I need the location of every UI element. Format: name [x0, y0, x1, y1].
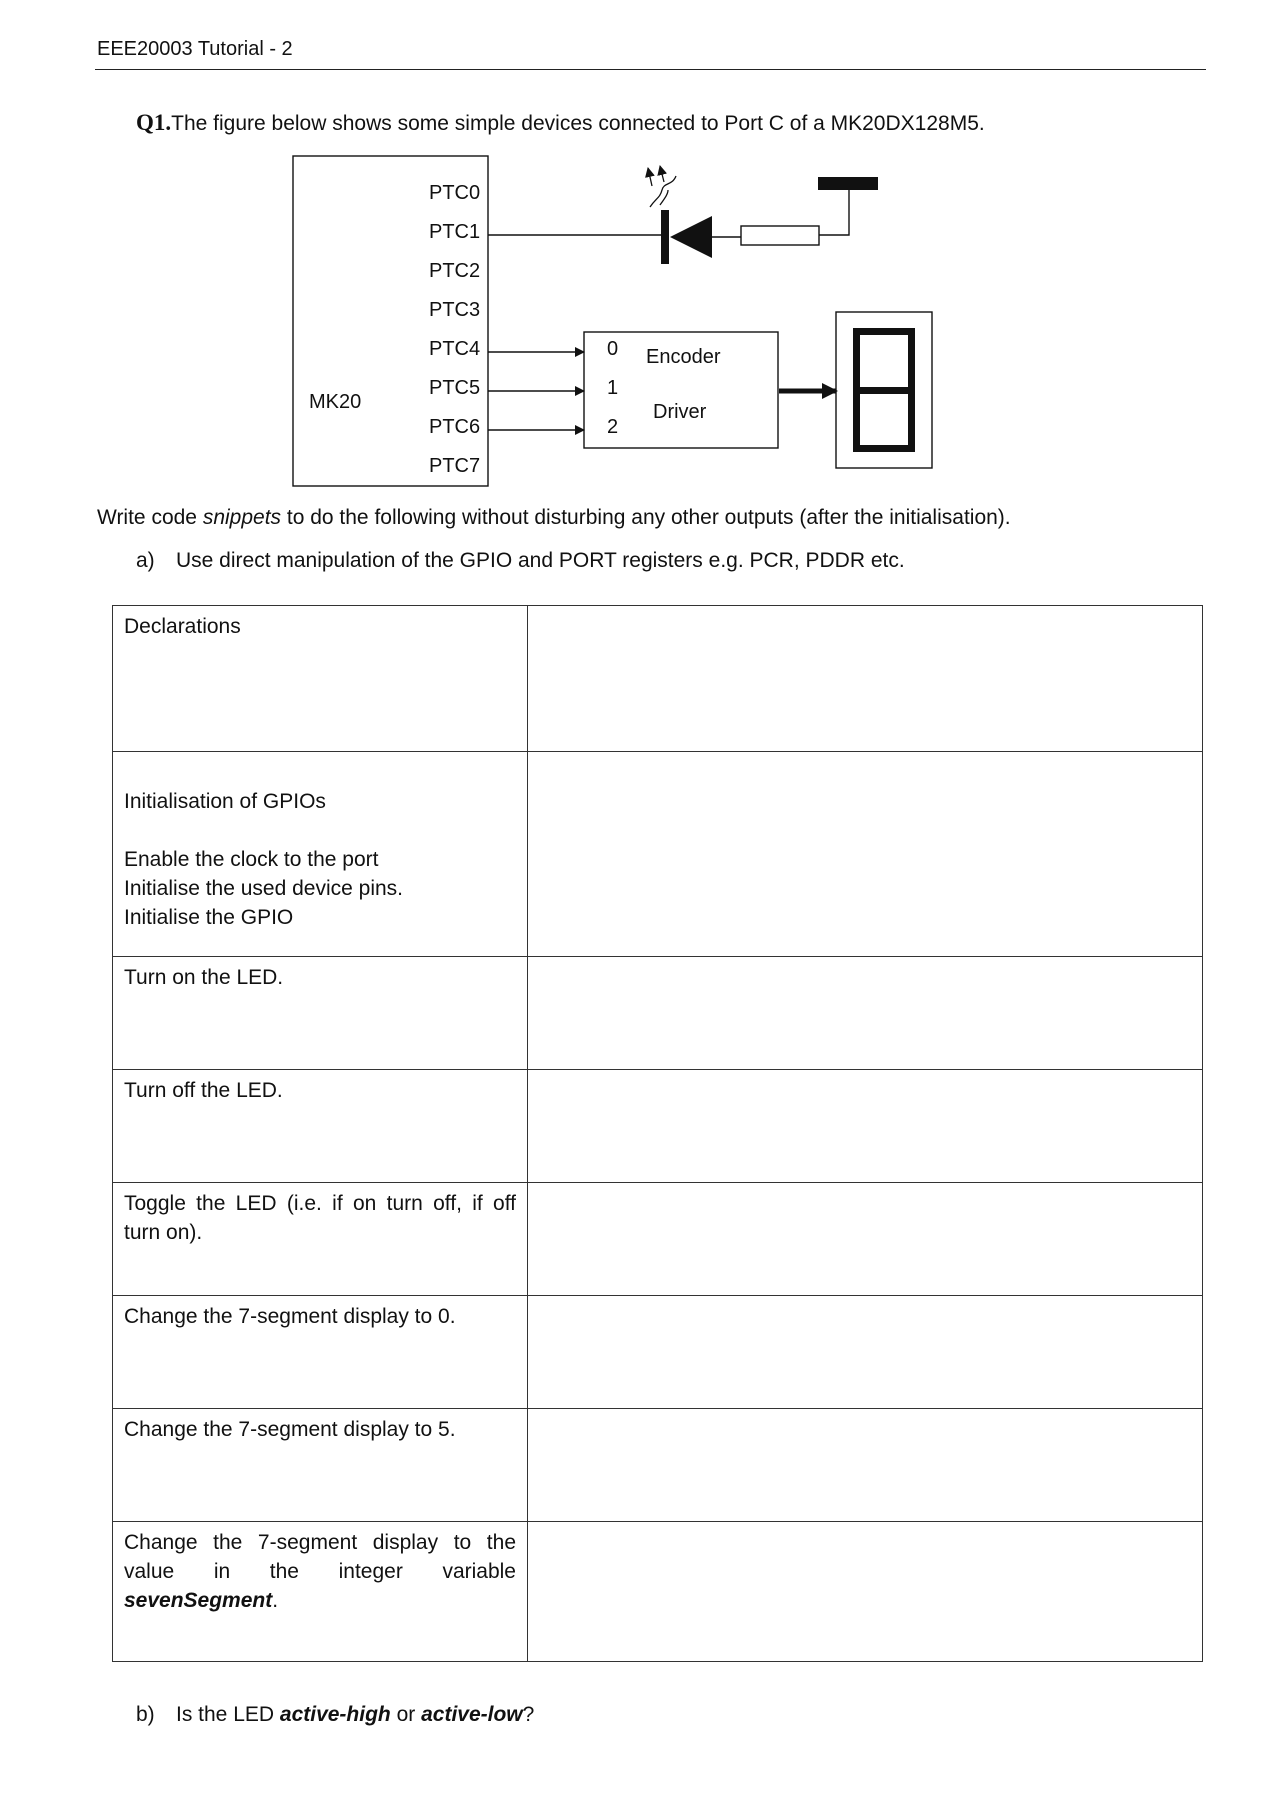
driver-label: Driver: [653, 401, 707, 423]
part-a: [136, 549, 905, 573]
question-text: The figure below shows some simple devices connected to Port C of a MK20DX128M5.: [171, 112, 985, 135]
table-row-led-off: [113, 1070, 1203, 1183]
seg-five-label-cell: [113, 1409, 528, 1522]
seg-five-answer-cell[interactable]: [528, 1409, 1203, 1522]
resistor-icon: [741, 226, 819, 245]
seg-var-period: .: [272, 1589, 279, 1612]
pin-label-ptc7: PTC7: [429, 455, 481, 477]
supply-rail-icon: [818, 177, 878, 190]
instruction-after: to do the following without disturbing any other outputs (after the initialisation).: [281, 506, 1011, 529]
seg-zero-label: Change the 7-segment display to 0.: [124, 1305, 456, 1328]
part-b-active-high: active-high: [279, 1703, 391, 1726]
toggle-answer-cell[interactable]: [528, 1183, 1203, 1296]
init-step-gpio: Initialise the GPIO: [124, 906, 294, 929]
instruction-before: Write code: [97, 506, 203, 529]
declarations-label: Declarations: [124, 615, 241, 638]
question-number: Q1.: [136, 110, 172, 135]
pin-label-ptc2: PTC2: [429, 260, 481, 282]
toggle-label-line2: turn on).: [124, 1221, 203, 1244]
part-b-label: b): [136, 1703, 155, 1726]
table-row-toggle: [113, 1183, 1203, 1296]
pin-label-ptc4: PTC4: [429, 338, 481, 360]
table-row-seg-variable: [113, 1522, 1203, 1662]
seg-var-label-cell: [113, 1522, 528, 1662]
encoder-input-1: 1: [607, 377, 619, 399]
answer-table: [112, 605, 1203, 1662]
seg-five-label: Change the 7-segment display to 5.: [124, 1418, 456, 1441]
led-cathode-bar: [661, 210, 669, 264]
led-off-answer-cell[interactable]: [528, 1070, 1203, 1183]
pin-label-ptc6: PTC6: [429, 416, 481, 438]
led-off-label: Turn off the LED.: [124, 1079, 283, 1102]
part-b-after: ?: [522, 1703, 535, 1726]
instruction-emphasis: snippets: [202, 506, 282, 529]
encoder-input-0: 0: [607, 338, 619, 360]
seg-var-line1: Change the 7-segment display to the: [124, 1531, 516, 1554]
encoder-label: Encoder: [646, 346, 721, 368]
led-diode-icon: [670, 216, 712, 258]
table-row-seg-zero: [113, 1296, 1203, 1409]
pin-label-ptc5: PTC5: [429, 377, 481, 399]
part-a-label: a): [136, 549, 155, 572]
declarations-answer-cell[interactable]: [528, 606, 1203, 752]
pin-label-ptc1: PTC1: [429, 221, 481, 243]
encoder-input-2: 2: [607, 416, 619, 438]
led-on-label-cell: [113, 957, 528, 1070]
led-on-label: Turn on the LED.: [124, 966, 284, 989]
chip-label: MK20: [309, 391, 362, 413]
part-b: [136, 1703, 534, 1727]
pin-label-ptc3: PTC3: [429, 299, 481, 321]
header-title: EEE20003 Tutorial - 2: [97, 38, 293, 60]
led-off-label-cell: [113, 1070, 528, 1183]
init-step-clock: Enable the clock to the port: [124, 848, 379, 871]
pin-label-ptc0: PTC0: [429, 182, 481, 204]
supply-wire: [819, 185, 849, 235]
table-row-led-on: [113, 957, 1203, 1070]
init-label-cell: [113, 752, 528, 957]
seg-zero-label-cell: [113, 1296, 528, 1409]
seg-var-line2: value in the integer variable: [124, 1560, 516, 1583]
seg-var-answer-cell[interactable]: [528, 1522, 1203, 1662]
seg-zero-answer-cell[interactable]: [528, 1296, 1203, 1409]
light-arrow-1: [648, 168, 652, 186]
declarations-label-cell: [113, 606, 528, 752]
part-a-text: Use direct manipulation of the GPIO and PORT registers e.g. PCR, PDDR etc.: [176, 549, 905, 572]
table-row-declarations: [113, 606, 1203, 752]
part-b-active-low: active-low: [421, 1703, 523, 1726]
toggle-label-line1: Toggle the LED (i.e. if on turn off, if off: [124, 1192, 516, 1215]
init-title: Initialisation of GPIOs: [124, 790, 326, 813]
init-step-pins: Initialise the used device pins.: [124, 877, 403, 900]
seg-var-variable-name: sevenSegment: [124, 1589, 273, 1612]
table-row-initialisation: [113, 752, 1203, 957]
init-answer-cell[interactable]: [528, 752, 1203, 957]
circuit-figure: [0, 0, 1280, 500]
instruction-text: [97, 506, 1011, 530]
toggle-label-cell: [113, 1183, 528, 1296]
light-arrow-2: [660, 166, 664, 182]
part-b-before: Is the LED: [176, 1703, 280, 1726]
seven-segment-digit-icon: [853, 328, 915, 452]
table-row-seg-five: [113, 1409, 1203, 1522]
part-b-mid: or: [390, 1703, 422, 1726]
led-on-answer-cell[interactable]: [528, 957, 1203, 1070]
